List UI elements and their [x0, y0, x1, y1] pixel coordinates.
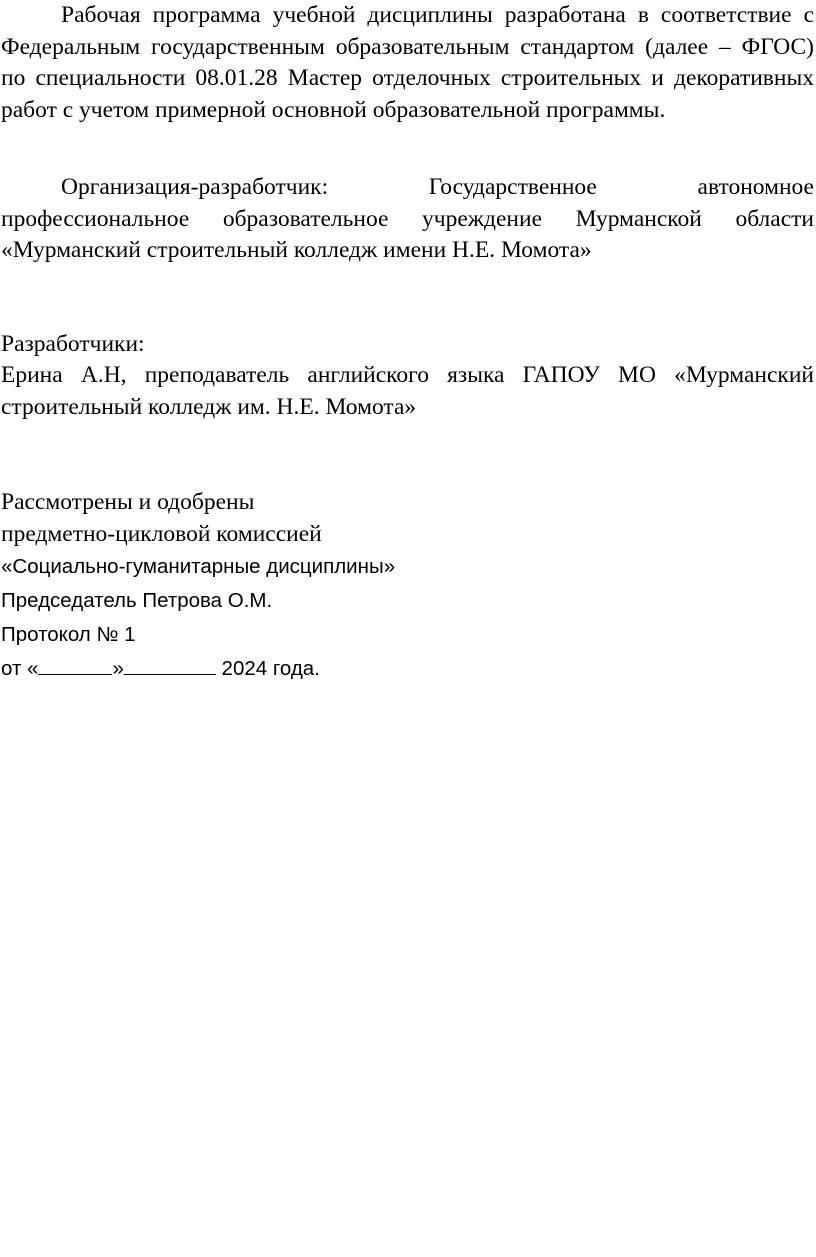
developers-label: Разработчики: [1, 330, 145, 357]
date-prefix: от « [1, 657, 39, 680]
approval-block [1, 487, 814, 686]
date-line [1, 652, 814, 686]
date-mid: » [112, 657, 124, 680]
approval-line-2: предметно-цикловой комиссией [1, 520, 322, 547]
date-day-blank [38, 654, 112, 676]
developers-paragraph: Ерина А.Н, преподаватель английского языка ГАПОУ МО «Мурманский строительный колледж им. Н.Е. Момота» [1, 362, 814, 420]
approval-line-1: Рассмотрены и одобрены [1, 489, 255, 515]
protocol-line: Протокол № 1 [1, 623, 136, 646]
date-month-blank [124, 654, 216, 676]
intro-paragraph: Рабочая программа учебной дисциплины разработана в соответствие с Федеральным государственным образовательным стандартом (далее – ФГОС) по специальности 08.01.28 Мастер отделочных строительных и декоративных работ с учетом примерной основной образовательной программы. [1, 2, 814, 123]
organization-paragraph: Организация-разработчик: Государственное автономное профессиональное образовательное учреждение Мурманской области «Мурманский строительный колледж имени Н.Е. Момота» [1, 174, 814, 263]
chairman-line: Председатель Петрова О.М. [1, 589, 273, 612]
date-year: 2024 года. [215, 657, 320, 680]
commission-name: «Социально-гуманитарные дисциплины» [1, 555, 396, 578]
